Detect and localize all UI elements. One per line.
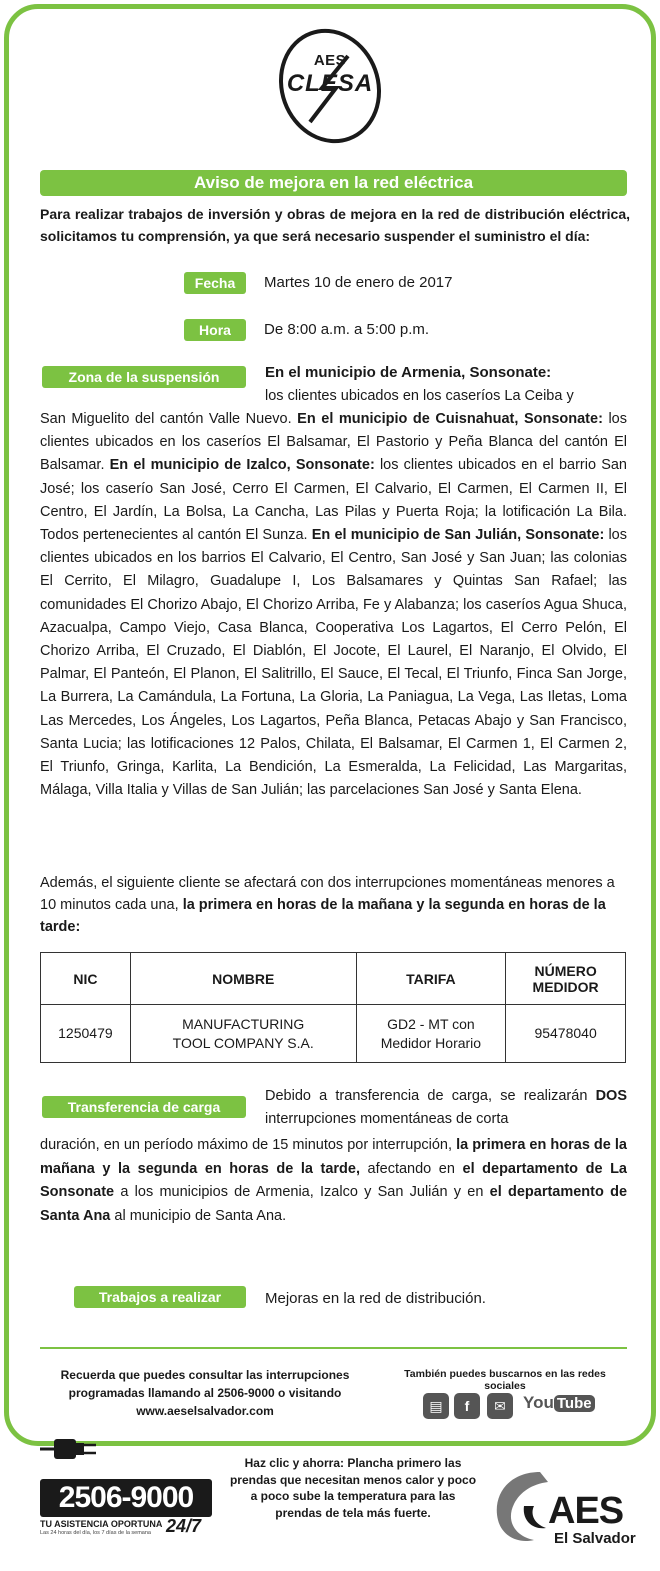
aes-brand: AES (548, 1490, 624, 1532)
trabajos-label: Trabajos a realizar (74, 1286, 246, 1308)
notice-title: Aviso de mejora en la red eléctrica (40, 170, 627, 196)
energy-tip: Haz clic y ahorra: Plancha primero las prendas que necesitan menos calor y poco a poco sube la temperatura para las prendas de tela más fuerte. (229, 1456, 477, 1520)
logo-aes-text: AES (313, 52, 347, 69)
hora-label: Hora (184, 319, 246, 341)
table-header: NÚMERO MEDIDOR (506, 953, 626, 1005)
trabajos-value: Mejoras en la red de distribución. (265, 1290, 486, 1307)
transfer-intro: Debido a transferencia de carga, se realizarán DOS interrupciones momentáneas de corta (265, 1088, 627, 1127)
asistencia-text: TU ASISTENCIA OPORTUNA (40, 1519, 163, 1529)
intro-text: Para realizar trabajos de inversión y obras de mejora en la red de distribución eléctrica, solicitamos tu comprensión, ya que será necesario suspender el suministro el día: (40, 206, 630, 244)
client-table (40, 952, 626, 1063)
zone-heading-continued: los clientes ubicados en los caseríos La Ceiba y (265, 388, 574, 404)
contact-info: Recuerda que puedes consultar las interrupciones programadas llamando al 2506-9000 o visitando www.aeselsalvador.com (60, 1368, 350, 1418)
transfer-body: duración, en un período máximo de 15 minutos por interrupción, la primera en horas de la mañana y la segunda en horas de la tarde, afectando en el departamento de La Sonsonate a los municipios de Armenia, Izalco y San Julián y en el departamento de Santa Ana al municipio de Santa Ana. (40, 1137, 628, 1224)
table-header: NOMBRE (130, 953, 356, 1005)
logo-clesa-text: CLESA (286, 70, 374, 97)
social-caption: También puedes buscarnos en las redes sociales (404, 1368, 606, 1392)
transferencia-label: Transferencia de carga (42, 1096, 246, 1118)
blogger-icon[interactable]: ▤ (423, 1393, 449, 1419)
table-cell: MANUFACTURING TOOL COMPANY S.A. (130, 1005, 356, 1063)
aes-swoosh-icon (488, 1466, 552, 1546)
table-cell: GD2 - MT con Medidor Horario (356, 1005, 506, 1063)
twitter-icon[interactable]: ✉ (487, 1393, 513, 1419)
table-row (41, 1005, 626, 1063)
section-divider (40, 1347, 627, 1349)
aes-brand-sub: El Salvador (554, 1530, 636, 1547)
zona-label: Zona de la suspensión (42, 366, 246, 388)
fecha-label: Fecha (184, 272, 246, 294)
zone-heading: En el municipio de Armenia, Sonsonate: (265, 364, 552, 381)
table-header: NIC (41, 953, 131, 1005)
youtube-icon[interactable]: You Tube (523, 1393, 587, 1419)
hora-value: De 8:00 a.m. a 5:00 p.m. (264, 321, 430, 338)
facebook-icon[interactable]: f (454, 1393, 480, 1419)
badge-247: 24/7 (166, 1516, 202, 1536)
table-header: TARIFA (356, 953, 506, 1005)
fecha-value: Martes 10 de enero de 2017 (264, 274, 453, 291)
asistencia-subtext: Las 24 horas del día, los 7 días de la semana (40, 1530, 151, 1536)
aes-clesa-logo (270, 26, 390, 146)
zone-body: San Miguelito del cantón Valle Nuevo. En el municipio de Cuisnahuat, Sonsonate: los clientes ubicados en los caseríos El Balsamar, El Pastorio y Peña Blanca del cantón El Balsamar. En el municipio de Izalco, Sonsonate: los clientes ubicados en el barrio San José; los caserío San José, Cerro El Carmen, El Calvario, El Carmen, El Carmen II, El Centro, El Jardín, La Bolsa, La Cancha, Las Pilas y Puerta Roja; la lotificación La Bila. Todos pertenecientes al cantón El Sunza. En el municipio de San Julián, Sonsonate: los clientes ubicados en los barrios El Calvario, El Centro, San José y San Juan; las colonias El Cerrito, El Milagro, Guadalupe I, Los Balsamares y Quintas San Rafael; las comunidades El Chorizo Abajo, El Chorizo Arriba, Fe y Alabanza; los caseríos Agua Shuca, Azacualpa, Campo Viejo, Casa Blanca, Cooperativa Los Lagartos, El Cerro Pelón, El Chorizo Arriba, El Cruzado, El Diablón, El Jocote, El Laurel, El Naranjo, El Olvido, El Palmar, El Panteón, El Planon, El Salitrillo, El Sauce, El Tecal, El Triunfo, Finca San Jorge, La Burrera, La Camándula, La Fortuna, La Gloria, La Paniagua, La Vega, Las Iletas, Loma Las Mercedes, Los Ángeles, Los Lagartos, Peña Blanca, Petacas Abajo y San Francisco, Santa Lucia; las lotificaciones 12 Palos, Chilata, El Balsamar, El Carmen 1, El Carmen 2, El Triunfo, Gringa, Karlita, La Bendición, La Esmeralda, La Felicidad, Las Margaritas, Málaga, Villa Italia y Villas de San Julián; las parcelaciones San José y Santa Elena. (40, 411, 627, 799)
additional-client-text: Además, el siguiente cliente se afectará con dos interrupciones momentáneas menores a 10 minutos cada una, la primera en horas de la mañana y la segunda en horas de la tarde: (40, 875, 615, 935)
table-cell: 1250479 (41, 1005, 131, 1063)
plug-icon (40, 1436, 100, 1462)
phone-number: 2506-9000 (40, 1479, 212, 1517)
table-cell: 95478040 (506, 1005, 626, 1063)
